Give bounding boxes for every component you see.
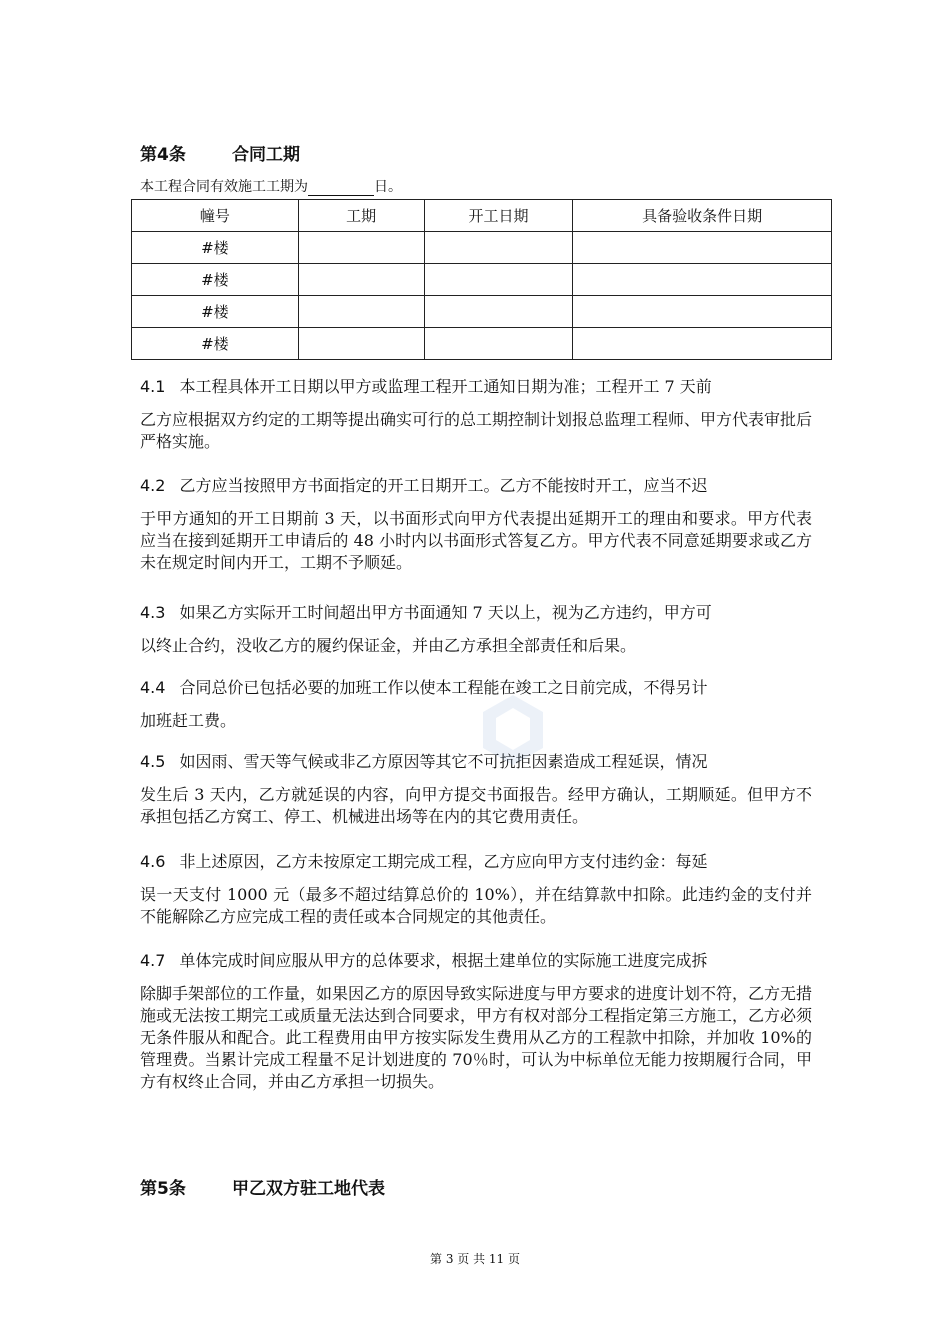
table-cell — [424, 296, 573, 328]
clause-4-4 — [140, 677, 812, 732]
duration-statement-suffix: 日。 — [374, 179, 402, 195]
section-4-heading — [140, 140, 300, 165]
clause-first-line: 如因雨、雪天等气候或非乙方原因等其它不可抗拒因素造成工程延误，情况 — [179, 752, 708, 771]
section-5-heading — [140, 1174, 385, 1199]
table-row — [132, 328, 832, 360]
clause-first-line: 单体完成时间应服从甲方的总体要求，根据土建单位的实际施工进度完成拆 — [179, 951, 708, 970]
section-number: 第5条 — [140, 1179, 186, 1199]
table-header-row — [132, 200, 832, 232]
section-number: 第4条 — [140, 145, 186, 165]
section-title: 合同工期 — [232, 145, 300, 165]
clause-number: 4.1 — [140, 377, 166, 396]
table-cell: #楼 — [132, 264, 299, 296]
table-cell — [298, 328, 424, 360]
section-title: 甲乙双方驻工地代表 — [232, 1179, 385, 1199]
table-cell — [298, 296, 424, 328]
clause-4-7 — [140, 950, 812, 1093]
clause-body: 发生后 3 天内，乙方就延误的内容，向甲方提交书面报告。经甲方确认，工期顺延。但甲方不承担包括乙方窝工、停工、机械进出场等在内的其它费用责任。 — [140, 785, 812, 826]
table-row — [132, 264, 832, 296]
duration-statement — [140, 176, 402, 196]
clause-number: 4.2 — [140, 476, 166, 495]
clause-number: 4.7 — [140, 951, 166, 970]
clause-4-2 — [140, 475, 812, 574]
clause-body: 以终止合约，没收乙方的履约保证金，并由乙方承担全部责任和后果。 — [140, 636, 637, 655]
table-row — [132, 232, 832, 264]
table-cell: #楼 — [132, 328, 299, 360]
table-row — [132, 296, 832, 328]
clause-first-line: 乙方应当按照甲方书面指定的开工日期开工。乙方不能按时开工，应当不迟 — [179, 476, 708, 495]
table-cell — [424, 264, 573, 296]
schedule-table — [131, 199, 832, 360]
table-cell — [424, 232, 573, 264]
clause-body: 除脚手架部位的工作量，如果因乙方的原因导致实际进度与甲方要求的进度计划不符，乙方无措施或无法按工期完工或质量无法达到合同要求，甲方有权对部分工程指定第三方施工，乙方必须无条件服从和配合。此工程费用由甲方按实际发生费用从乙方的工程款中扣除，并加收 10%的管理费。当累计完成工程量不足计划进度的 70％时，可认为中标单位无能力按期履行合同，甲方有权终止合同，并由乙方承担一切损失。 — [140, 984, 813, 1091]
page-footer: 第 3 页 共 11 页 — [430, 1252, 520, 1266]
table-cell — [573, 328, 832, 360]
clause-4-3 — [140, 602, 812, 657]
table-cell — [573, 264, 832, 296]
clause-4-1 — [140, 376, 812, 453]
clause-first-line: 非上述原因，乙方未按原定工期完成工程，乙方应向甲方支付违约金：每延 — [179, 852, 708, 871]
header-building-no: 幢号 — [132, 200, 299, 232]
table-cell — [573, 296, 832, 328]
table-cell — [298, 232, 424, 264]
clause-body: 加班赶工费。 — [140, 711, 237, 730]
clause-number: 4.6 — [140, 852, 166, 871]
header-start-date: 开工日期 — [424, 200, 573, 232]
table-cell: #楼 — [132, 296, 299, 328]
clause-body: 乙方应根据双方约定的工期等提出确实可行的总工期控制计划报总监理工程师、甲方代表审批后严格实施。 — [140, 410, 813, 451]
clause-4-5 — [140, 751, 812, 828]
clause-first-line: 如果乙方实际开工时间超出甲方书面通知 7 天以上，视为乙方违约，甲方可 — [179, 603, 712, 622]
table-cell — [424, 328, 573, 360]
duration-statement-prefix: 本工程合同有效施工工期为 — [140, 179, 308, 195]
table-cell — [573, 232, 832, 264]
clause-number: 4.3 — [140, 603, 166, 622]
table-cell — [298, 264, 424, 296]
clause-number: 4.4 — [140, 678, 166, 697]
duration-blank — [308, 181, 374, 196]
clause-first-line: 本工程具体开工日期以甲方或监理工程开工通知日期为准；工程开工 7 天前 — [179, 377, 712, 396]
clause-number: 4.5 — [140, 752, 166, 771]
clause-first-line: 合同总价已包括必要的加班工作以使本工程能在竣工之日前完成，不得另计 — [179, 678, 708, 697]
table-cell: #楼 — [132, 232, 299, 264]
clause-body: 于甲方通知的开工日期前 3 天，以书面形式向甲方代表提出延期开工的理由和要求。甲方代表应当在接到延期开工申请后的 48 小时内以书面形式答复乙方。甲方代表不同意延期要求或乙方未在规定时间内开工，工期不予顺延。 — [140, 509, 812, 572]
header-acceptance-date: 具备验收条件日期 — [573, 200, 832, 232]
watermark-logo — [478, 690, 548, 770]
clause-body: 误一天支付 1000 元（最多不超过结算总价的 10%），并在结算款中扣除。此违约金的支付并不能解除乙方应完成工程的责任或本合同规定的其他责任。 — [140, 885, 812, 926]
clause-4-6 — [140, 851, 812, 928]
header-duration: 工期 — [298, 200, 424, 232]
